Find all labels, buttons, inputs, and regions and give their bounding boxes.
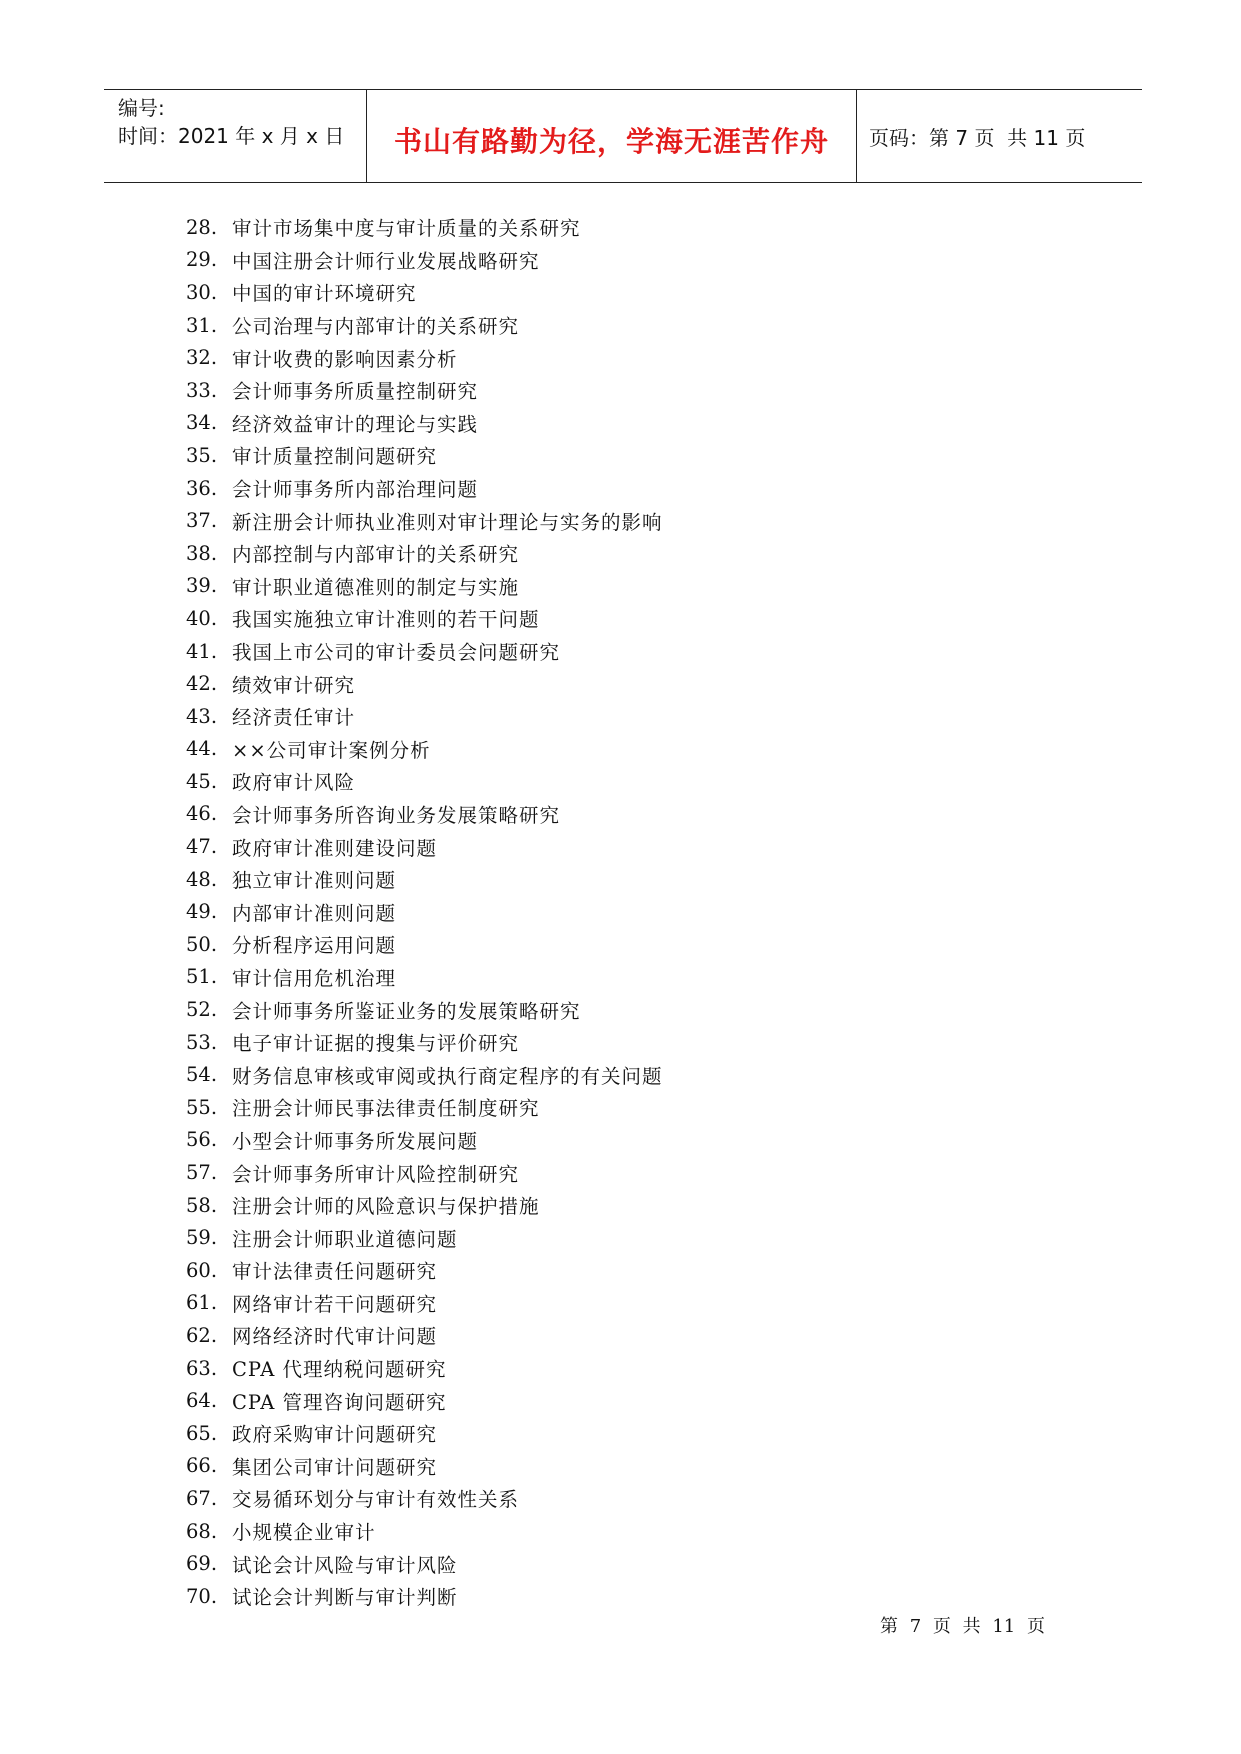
list-item-text: 小规模企业审计 bbox=[232, 1521, 376, 1545]
list-item-text: 试论会计风险与审计风险 bbox=[232, 1553, 458, 1577]
list-item-text: 试论会计判断与审计判断 bbox=[232, 1586, 458, 1610]
list-item-number: 64. bbox=[186, 1389, 218, 1413]
page-code-label: 页码：第 7 页 共 11 页 bbox=[869, 125, 1086, 150]
list-item-number: 58. bbox=[186, 1193, 218, 1217]
list-item-text: 中国的审计环境研究 bbox=[232, 282, 417, 306]
list-item-text: CPA 管理咨询问题研究 bbox=[232, 1390, 447, 1414]
list-item-text: 审计市场集中度与审计质量的关系研究 bbox=[232, 217, 581, 241]
list-item-number: 65. bbox=[186, 1421, 218, 1445]
list-item bbox=[186, 537, 663, 570]
header-motto-cell bbox=[367, 90, 857, 182]
list-item bbox=[186, 211, 663, 244]
list-item-number: 62. bbox=[186, 1323, 218, 1347]
list-item-number: 34. bbox=[186, 411, 218, 435]
list-item bbox=[186, 570, 663, 603]
list-item-text: 公司治理与内部审计的关系研究 bbox=[232, 315, 520, 339]
list-item-text: 政府审计准则建设问题 bbox=[232, 836, 438, 860]
list-item bbox=[186, 1580, 663, 1613]
list-item bbox=[186, 276, 663, 309]
list-item-number: 54. bbox=[186, 1063, 218, 1087]
list-item-text: 审计质量控制问题研究 bbox=[232, 445, 438, 469]
list-item-number: 68. bbox=[186, 1519, 218, 1543]
list-item-number: 31. bbox=[186, 313, 218, 337]
list-item-text: 绩效审计研究 bbox=[232, 673, 356, 697]
list-item bbox=[186, 1221, 663, 1254]
list-item bbox=[186, 895, 663, 928]
list-item-number: 45. bbox=[186, 769, 218, 793]
list-item-number: 60. bbox=[186, 1258, 218, 1282]
list-item bbox=[186, 700, 663, 733]
list-item bbox=[186, 798, 663, 831]
list-item-number: 43. bbox=[186, 704, 218, 728]
list-item-text: 经济效益审计的理论与实践 bbox=[232, 412, 479, 436]
list-item-text: 小型会计师事务所发展问题 bbox=[232, 1129, 479, 1153]
list-item-text: 网络经济时代审计问题 bbox=[232, 1325, 438, 1349]
list-item bbox=[186, 1352, 663, 1385]
topic-list bbox=[186, 211, 663, 1613]
list-item bbox=[186, 1287, 663, 1320]
list-item-text: 注册会计师民事法律责任制度研究 bbox=[232, 1097, 540, 1121]
list-item-number: 35. bbox=[186, 443, 218, 467]
list-item-number: 39. bbox=[186, 574, 218, 598]
list-item bbox=[186, 1156, 663, 1189]
list-item bbox=[186, 1091, 663, 1124]
header-meta-cell bbox=[104, 90, 367, 182]
page-footer: 第 7 页 共 11 页 bbox=[880, 1616, 1045, 1637]
list-item-number: 30. bbox=[186, 280, 218, 304]
list-item-text: 会计师事务所质量控制研究 bbox=[232, 380, 479, 404]
list-item-number: 69. bbox=[186, 1552, 218, 1576]
document-header bbox=[104, 89, 1142, 183]
list-item-text: 经济责任审计 bbox=[232, 706, 356, 730]
list-item-number: 53. bbox=[186, 1030, 218, 1054]
list-item-number: 33. bbox=[186, 378, 218, 402]
list-item-number: 37. bbox=[186, 509, 218, 533]
list-item-number: 41. bbox=[186, 639, 218, 663]
list-item-text: 内部控制与内部审计的关系研究 bbox=[232, 543, 520, 567]
list-item-number: 32. bbox=[186, 346, 218, 370]
list-item-number: 40. bbox=[186, 606, 218, 630]
list-item bbox=[186, 635, 663, 668]
list-item bbox=[186, 472, 663, 505]
list-item-text: 注册会计师的风险意识与保护措施 bbox=[232, 1195, 540, 1219]
list-item-text: 独立审计准则问题 bbox=[232, 869, 397, 893]
list-item bbox=[186, 407, 663, 440]
list-item-number: 28. bbox=[186, 215, 218, 239]
list-item bbox=[186, 439, 663, 472]
list-item bbox=[186, 1319, 663, 1352]
list-item-text: 分析程序运用问题 bbox=[232, 934, 397, 958]
list-item-number: 70. bbox=[186, 1584, 218, 1608]
list-item bbox=[186, 733, 663, 766]
list-item-number: 51. bbox=[186, 965, 218, 989]
list-item bbox=[186, 602, 663, 635]
list-item-text: 会计师事务所内部治理问题 bbox=[232, 478, 479, 502]
list-item-number: 46. bbox=[186, 802, 218, 826]
list-item-number: 38. bbox=[186, 541, 218, 565]
list-item bbox=[186, 667, 663, 700]
list-item bbox=[186, 1384, 663, 1417]
list-item-number: 49. bbox=[186, 900, 218, 924]
list-item-text: 会计师事务所鉴证业务的发展策略研究 bbox=[232, 999, 581, 1023]
list-item-text: 审计信用危机治理 bbox=[232, 966, 397, 990]
list-item bbox=[186, 504, 663, 537]
list-item bbox=[186, 1450, 663, 1483]
list-item-number: 67. bbox=[186, 1486, 218, 1510]
list-item-number: 63. bbox=[186, 1356, 218, 1380]
list-item-text: 财务信息审核或审阅或执行商定程序的有关问题 bbox=[232, 1064, 663, 1088]
list-item bbox=[186, 1026, 663, 1059]
list-item-text: 内部审计准则问题 bbox=[232, 901, 397, 925]
list-item bbox=[186, 928, 663, 961]
list-item-text: 新注册会计师执业准则对审计理论与实务的影响 bbox=[232, 510, 663, 534]
motto-text: 书山有路勤为径，学海无涯苦作舟 bbox=[393, 125, 829, 158]
list-item-text: 审计收费的影响因素分析 bbox=[232, 347, 458, 371]
list-item-text: 我国上市公司的审计委员会问题研究 bbox=[232, 641, 561, 665]
header-page-cell bbox=[857, 90, 1142, 182]
list-item bbox=[186, 1124, 663, 1157]
list-item bbox=[186, 1515, 663, 1548]
list-item-text: 审计职业道德准则的制定与实施 bbox=[232, 575, 520, 599]
list-item bbox=[186, 993, 663, 1026]
list-item-number: 56. bbox=[186, 1128, 218, 1152]
list-item-number: 52. bbox=[186, 998, 218, 1022]
list-item bbox=[186, 1417, 663, 1450]
list-item-number: 42. bbox=[186, 672, 218, 696]
list-item-number: 57. bbox=[186, 1161, 218, 1185]
list-item bbox=[186, 830, 663, 863]
list-item-text: 集团公司审计问题研究 bbox=[232, 1455, 438, 1479]
list-item-number: 66. bbox=[186, 1454, 218, 1478]
list-item bbox=[186, 863, 663, 896]
list-item bbox=[186, 961, 663, 994]
list-item-text: CPA 代理纳税问题研究 bbox=[232, 1358, 447, 1382]
list-item-number: 61. bbox=[186, 1291, 218, 1315]
list-item bbox=[186, 309, 663, 342]
list-item-text: 会计师事务所审计风险控制研究 bbox=[232, 1162, 520, 1186]
list-item-text: 政府审计风险 bbox=[232, 771, 356, 795]
list-item-text: 中国注册会计师行业发展战略研究 bbox=[232, 249, 540, 273]
list-item-text: 会计师事务所咨询业务发展策略研究 bbox=[232, 803, 561, 827]
serial-number-label: 编号: bbox=[118, 96, 165, 120]
list-item-number: 29. bbox=[186, 248, 218, 272]
list-item bbox=[186, 1547, 663, 1580]
list-item bbox=[186, 1189, 663, 1222]
list-item bbox=[186, 341, 663, 374]
list-item-text: 注册会计师职业道德问题 bbox=[232, 1227, 458, 1251]
list-item bbox=[186, 765, 663, 798]
list-item bbox=[186, 374, 663, 407]
list-item-text: ××公司审计案例分析 bbox=[232, 738, 431, 762]
list-item bbox=[186, 1482, 663, 1515]
date-label: 时间：2021 年 x 月 x 日 bbox=[118, 124, 345, 148]
list-item-text: 审计法律责任问题研究 bbox=[232, 1260, 438, 1284]
list-item-number: 48. bbox=[186, 867, 218, 891]
list-item-number: 36. bbox=[186, 476, 218, 500]
list-item-text: 网络审计若干问题研究 bbox=[232, 1292, 438, 1316]
list-item-number: 44. bbox=[186, 737, 218, 761]
list-item bbox=[186, 1254, 663, 1287]
list-item-text: 电子审计证据的搜集与评价研究 bbox=[232, 1032, 520, 1056]
list-item-text: 我国实施独立审计准则的若干问题 bbox=[232, 608, 540, 632]
list-item-number: 47. bbox=[186, 835, 218, 859]
list-item-number: 50. bbox=[186, 932, 218, 956]
list-item-text: 政府采购审计问题研究 bbox=[232, 1423, 438, 1447]
list-item-number: 59. bbox=[186, 1226, 218, 1250]
list-item bbox=[186, 244, 663, 277]
list-item-text: 交易循环划分与审计有效性关系 bbox=[232, 1488, 520, 1512]
list-item bbox=[186, 1058, 663, 1091]
list-item-number: 55. bbox=[186, 1095, 218, 1119]
